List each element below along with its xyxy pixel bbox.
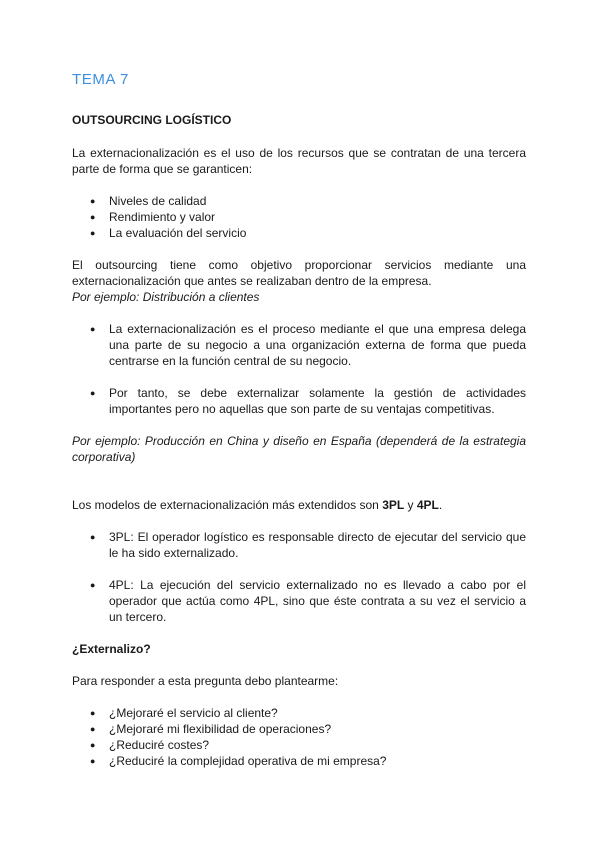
list-item: ● 4PL: La ejecución del servicio externalizado no es llevado a cabo por el operador que actúa como 4PL, sino que éste contrata a su vez el servicio a un tercero. <box>90 577 526 625</box>
model-4pl: 4PL <box>416 498 439 512</box>
page-heading: TEMA 7 <box>72 71 129 88</box>
list-item: ● ¿Mejoraré mi flexibilidad de operaciones? <box>90 721 526 737</box>
list-item: ● La externacionalización es el proceso mediante el que una empresa delega una parte de su negocio a una organización externa de forma que pueda centrarse en la función central de su negocio. <box>90 321 526 369</box>
list-item: ● ¿Reduciré costes? <box>90 737 526 753</box>
question-intro: Para responder a esta pregunta debo plantearme: <box>72 674 339 688</box>
questions-bullet-list <box>90 705 526 769</box>
model-3pl: 3PL <box>382 498 405 512</box>
process-bullet-list <box>90 321 526 417</box>
list-item: ● 3PL: El operador logístico es responsable directo de ejecutar del servicio que le ha sido externalizado. <box>90 529 526 561</box>
list-item: ● Rendimiento y valor <box>90 209 526 225</box>
list-item: ● ¿Mejoraré el servicio al cliente? <box>90 705 526 721</box>
list-item: ● ¿Reduciré la complejidad operativa de mi empresa? <box>90 753 526 769</box>
intro-bullet-list <box>90 193 526 241</box>
intro-paragraph: La externacionalización es el uso de los recursos que se contratan de una tercera parte de forma que se garanticen: <box>72 146 526 176</box>
example-distribution: Por ejemplo: Distribución a clientes <box>72 290 260 304</box>
list-item: ● Niveles de calidad <box>90 193 526 209</box>
models-mid: y <box>404 498 417 512</box>
models-prefix: Los modelos de externacionalización más extendidos son <box>72 498 383 512</box>
outsourcing-definition: El outsourcing tiene como objetivo proporcionar servicios mediante una externacionalización que antes se realizaban dentro de la empresa. <box>72 258 526 288</box>
models-suffix: . <box>438 498 443 512</box>
models-bullet-list <box>90 529 526 625</box>
list-item: ● La evaluación del servicio <box>90 225 526 241</box>
example-production: Por ejemplo: Producción en China y diseño en España (dependerá de la estrategia corporativa) <box>72 434 526 464</box>
section-title: OUTSOURCING LOGÍSTICO <box>72 113 232 127</box>
list-item: ● Por tanto, se debe externalizar solamente la gestión de actividades importantes pero no aquellas que son parte de su ventajas competitivas. <box>90 385 526 417</box>
question-title: ¿Externalizo? <box>72 642 151 656</box>
models-paragraph <box>72 497 526 513</box>
